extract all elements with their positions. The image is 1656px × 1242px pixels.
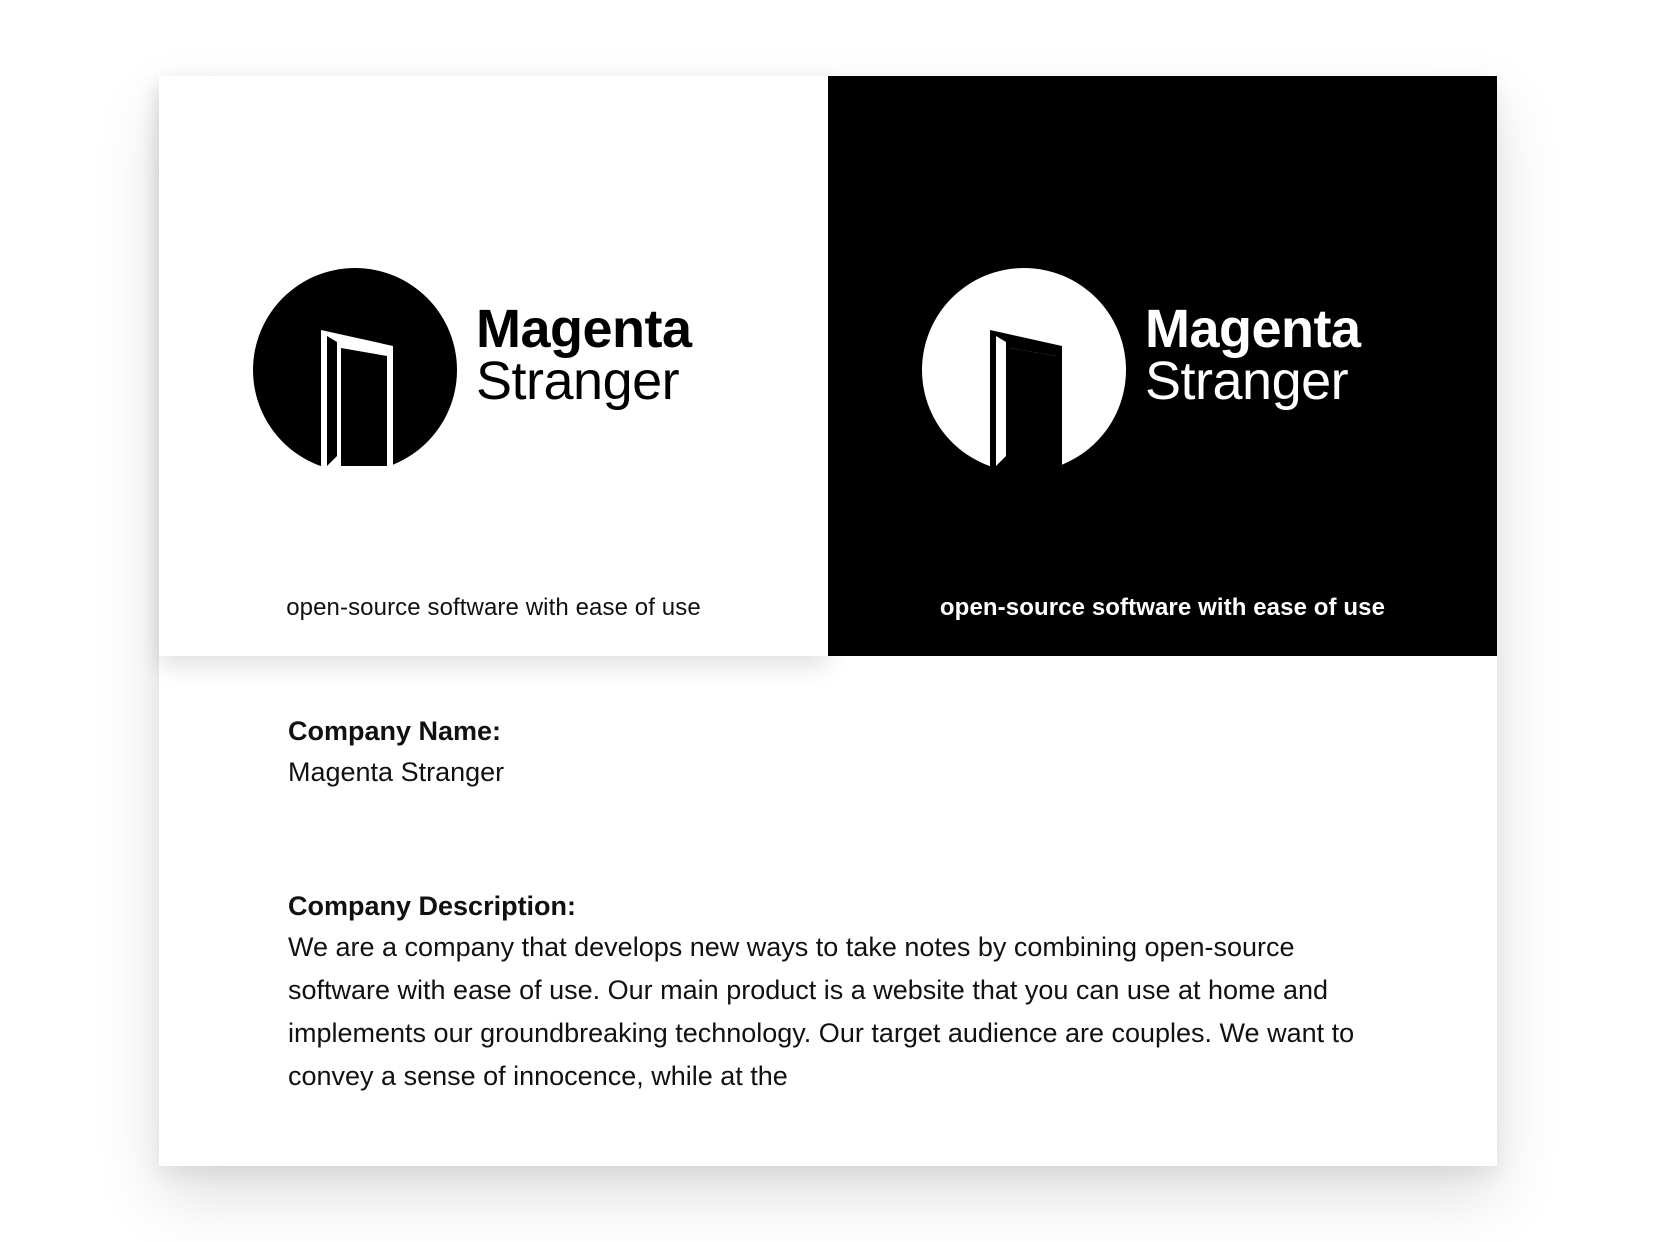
company-description-block (288, 886, 1388, 1098)
company-description-label: Company Description: (288, 891, 577, 921)
company-name-label: Company Name: (288, 716, 502, 746)
logo-lockup-light (253, 268, 713, 478)
brand-name-line2: Stranger (476, 351, 680, 411)
logo-panel-light (159, 76, 828, 656)
company-description-text: We are a company that develops new ways to take notes by combining open-source software with ease of use. Our main product is a website that you can use at home and implements our groundbreaking technology. Our target audience are couples. We want to convey a sense of innocence, while at the (288, 932, 1355, 1091)
door-logo-icon (253, 268, 457, 478)
brand-wordmark (1145, 299, 1361, 411)
brand-name-line1: Magenta (476, 299, 692, 359)
door-logo-icon (922, 268, 1126, 478)
logo-panel-dark (828, 76, 1497, 656)
brand-sheet-card (159, 76, 1497, 1166)
tagline-light: open-source software with ease of use (286, 594, 701, 621)
brand-name-line2: Stranger (1145, 351, 1349, 411)
company-name-value: Magenta Stranger (288, 757, 505, 787)
logo-lockup-dark (922, 268, 1382, 478)
brand-wordmark (476, 299, 692, 411)
tagline-dark: open-source software with ease of use (939, 594, 1386, 621)
company-info (288, 711, 1388, 1098)
brand-name-line1: Magenta (1145, 299, 1361, 359)
